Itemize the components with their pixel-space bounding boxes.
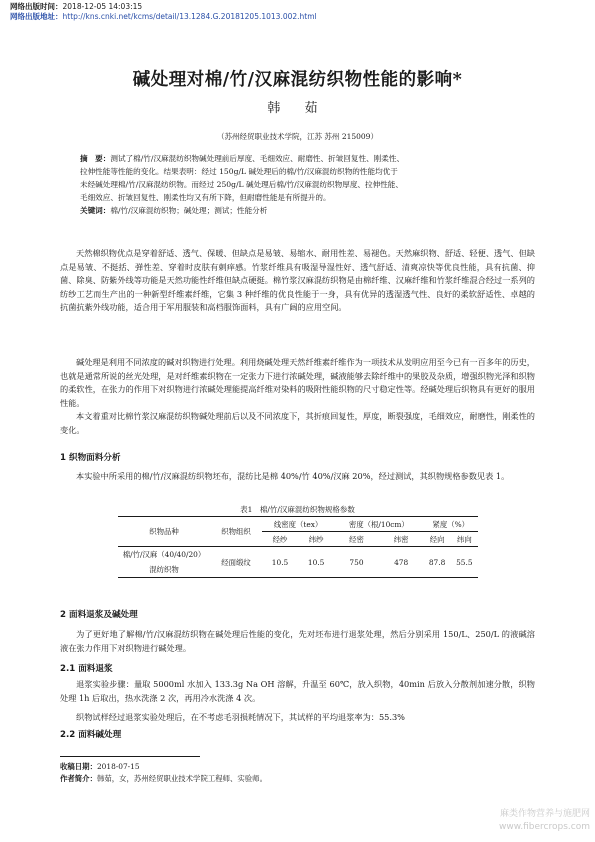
table-cell: 87.8 [423,547,450,578]
abstract-line-3: 未经碱处理棉/竹/汉麻混纺织物。而经过 250g/L 碱处理后棉/竹/汉麻混纺织物厚度、拉伸性能、 [80,180,403,189]
table-header-structure: 织物组织 [210,517,262,547]
table-subheader: 纬密 [379,532,424,547]
table-header-linear-density: 线密度（tex） [262,517,334,532]
body-paragraph-7: 织物试样经过退浆实验处理后，在不考虑毛羽损耗情况下，其试样的平均退浆率为：55.3% [76,712,405,722]
table-cell: 750 [334,547,379,578]
table-cell: 478 [379,547,424,578]
pub-time-label: 网络出版时间： [10,2,63,11]
pub-url[interactable] [10,12,317,21]
table-cell: 10.5 [298,547,334,578]
abstract-line-2: 拉伸性能等性能的变化。结果表明：经过 150g/L 碱处理后的棉/竹/汉麻混纺织物的性能均优于 [80,167,398,176]
table-subheader: 纬向 [451,532,478,547]
table-row [118,547,478,578]
table-subheader: 经向 [423,532,450,547]
body-paragraph-1: 天然棉织物优点是穿着舒适、透气、保暖、但缺点是易皱、易缩水、耐用性差、易褪色。天然麻织物、舒适、轻便、透气、但缺点是易皱、不挺括、弹性差、穿着时皮肤有刺痒感。竹浆纤维具有吸湿导湿性好、透气舒适、清爽凉快等优良性能，具有抗菌、抑菌、除臭、防紫外线等功能是天然功能性纤维但缺点硬挺。棉竹浆汉麻混纺织物是由棉纤维、汉麻纤维和竹浆纤维混合经过一系列的纺纱工艺而生产出的一种新型纤维素纤维，它集 3 种纤维的优良性能于一身，具有优异的透湿透气性、良好的柔软舒适性、卓越的抗菌抗紫外线功能，适合用于军用服装和高档服饰面料，具有广阔的应用空间。 [60,248,535,312]
section-heading-1: 1 织物面料分析 [60,453,121,463]
body-paragraph-4: 本实验中所采用的棉/竹/汉麻混纺织物坯布，混纺比是棉 40%/竹 40%/汉麻 20%，经过测试，其织物规格参数见表 1。 [76,471,510,481]
body-paragraph-5: 为了更好地了解棉/竹/汉麻混纺织物在碱处理后性能的变化，先对坯布进行退浆处理，然后分别采用 150/L、250/L 的液碱溶液在张力作用下对织物进行碱处理。 [60,629,535,653]
section-heading-2: 2 面料退浆及碱处理 [60,610,138,620]
pub-url-link[interactable]: http://kns.cnki.net/kcms/detail/13.1284.G.20181205.1013.002.html [62,12,317,21]
section-heading-2-2: 2.2 面料碱处理 [60,730,122,740]
table-cell: 55.5 [451,547,478,578]
author-bio: 作者简介：韩茹，女，苏州经贸职业技术学院工程师、实验师。 [60,774,267,783]
pub-url-label: 网络出版地址： [10,12,63,21]
table-caption: 表1 棉/竹/汉麻混纺织物规格参数 [240,505,355,514]
body-paragraph-3: 本文着重对比棉竹浆汉麻混纺织物碱处理前后以及不同浓度下，其折痕回复性，厚度，断裂强度，毛细效应，耐磨性，刚柔性的变化。 [60,411,535,435]
pub-time-value: 2018-12-05 14:03:15 [62,2,143,11]
abstract-line-4: 毛细效应、折皱回复性、刚柔性均又有所下降，但耐磨性能是有所提升的。 [80,193,331,202]
article-title: 碱处理对棉/竹/汉麻混纺织物性能的影响* [132,70,463,90]
table-cell-structure: 经面缎纹 [210,547,262,578]
abstract-line-1: 测试了棉/竹/汉麻混纺织物碱处理前后厚度、毛细效应、耐磨性、折皱回复性、刚柔性、 [110,154,405,163]
keywords-label: 关键词： [80,206,111,215]
table-cell-variety: 棉/竹/汉麻（40/40/20） 混纺织物 [118,547,210,578]
section-heading-2-1: 2.1 面料退浆 [60,664,113,674]
table-subheader: 经纱 [262,532,298,547]
spec-table [118,516,478,578]
watermark: 麻类作物营养与施肥网 www.fibercrops.com [499,809,590,832]
received-date: 收稿日期：2018-07-15 [60,762,140,771]
affiliation: （苏州经贸职业技术学院，江苏 苏州 215009） [217,132,378,141]
table-header-density: 密度（根/10cm） [334,517,423,532]
author-name: 韩 茹 [267,101,328,116]
abstract [80,152,520,217]
table-header-tightness: 紧度（%） [423,517,478,532]
keywords: 棉/竹/汉麻混纺织物；碱处理；测试；性能分析 [110,206,268,215]
abstract-label: 摘 要： [80,154,111,163]
table-header-variety: 织物品种 [118,517,210,547]
table-cell: 10.5 [262,547,298,578]
body-paragraph-6: 退浆实验步骤：量取 5000ml 水加入 133.3g Na OH 溶解，升温至 60℃，放入织物，40min 后放入分散剂加速分散，织物处理 1h 后取出，热水洗涤 2 次，再用冷水洗涤 4 次。 [60,679,535,703]
body-paragraph-2: 碱处理是利用不同浓度的碱对织物进行处理。利用烧碱处理天然纤维素纤维作为一项技术从发明应用至今已有一百多年的历史，也就是通常所说的丝光处理，是对纤维素织物在一定张力下进行浓碱处理，碱液能够去除纤维中的果胶及杂质，增强织物光泽和织物的柔软性，在张力的作用下对织物进行浓碱处理能提高纤维对染料的吸附性能织物的尺寸稳定性等。经碱处理后织物具有更好的服用性能。 [60,357,535,408]
footnote-divider [60,756,200,757]
table-subheader: 纬纱 [298,532,334,547]
table-subheader: 经密 [334,532,379,547]
pub-time [10,2,142,11]
